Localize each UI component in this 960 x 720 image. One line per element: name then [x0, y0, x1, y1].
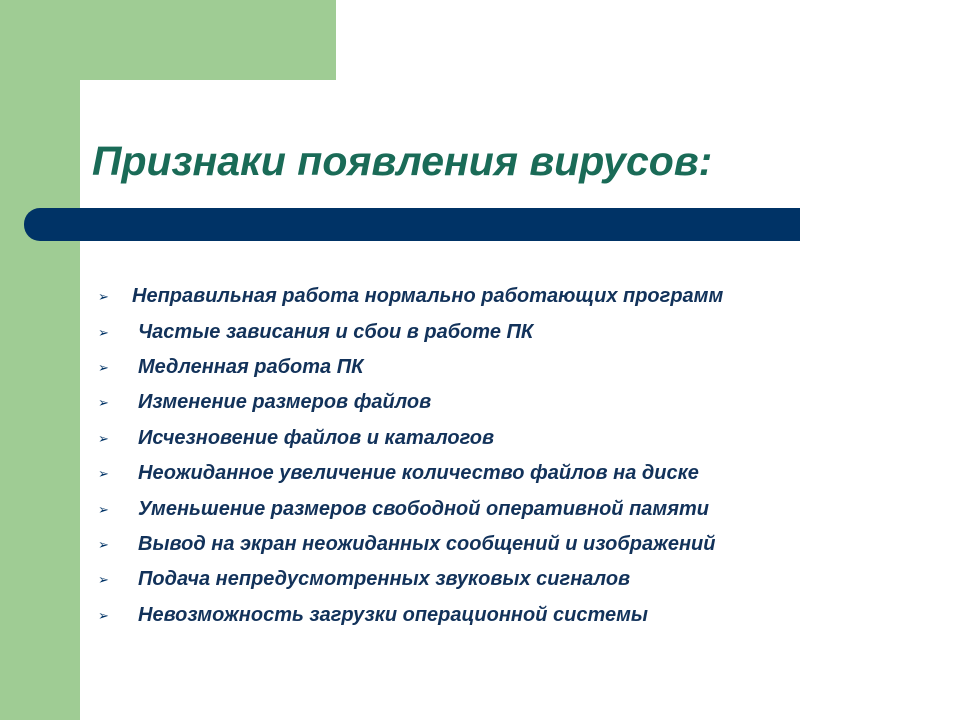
list-item [98, 598, 723, 633]
arrowhead-bullet-icon: ➢ [98, 501, 109, 517]
list-item-text: Частые зависания и сбои в работе ПК [138, 320, 534, 343]
list-item [98, 456, 723, 491]
list-item [98, 279, 723, 314]
arrowhead-bullet-icon: ➢ [98, 324, 109, 340]
arrowhead-bullet-icon: ➢ [98, 536, 109, 552]
list-item-text: Неправильная работа нормально работающих программ [132, 285, 724, 308]
list-item-text: Исчезновение файлов и каталогов [138, 426, 495, 449]
arrowhead-bullet-icon: ➢ [98, 466, 109, 482]
top-green-band [0, 0, 336, 80]
list-item [98, 350, 723, 385]
list-item [98, 562, 723, 597]
arrowhead-bullet-icon: ➢ [98, 430, 109, 446]
arrowhead-bullet-icon: ➢ [98, 289, 109, 305]
list-item [98, 527, 723, 562]
bullet-list [98, 279, 723, 633]
arrowhead-bullet-icon: ➢ [98, 572, 109, 588]
arrowhead-bullet-icon: ➢ [98, 359, 109, 375]
list-item [98, 385, 723, 420]
arrowhead-bullet-icon: ➢ [98, 395, 109, 411]
list-item-text: Подача непредусмотренных звуковых сигналов [138, 568, 631, 591]
list-item [98, 491, 723, 526]
list-item [98, 314, 723, 349]
list-item-text: Медленная работа ПК [138, 355, 364, 378]
list-item-text: Уменьшение размеров свободной оперативной памяти [138, 497, 709, 520]
list-item-text: Невозможность загрузки операционной системы [138, 603, 648, 626]
title-underline-bar [24, 208, 800, 241]
list-item-text: Изменение размеров файлов [138, 391, 432, 414]
list-item-text: Неожиданное увеличение количество файлов на диске [138, 462, 699, 485]
left-green-band [0, 0, 80, 720]
list-item-text: Вывод на экран неожиданных сообщений и изображений [138, 532, 716, 555]
slide-title: Признаки появления вирусов: [92, 138, 713, 184]
list-item [98, 421, 723, 456]
arrowhead-bullet-icon: ➢ [98, 607, 109, 623]
